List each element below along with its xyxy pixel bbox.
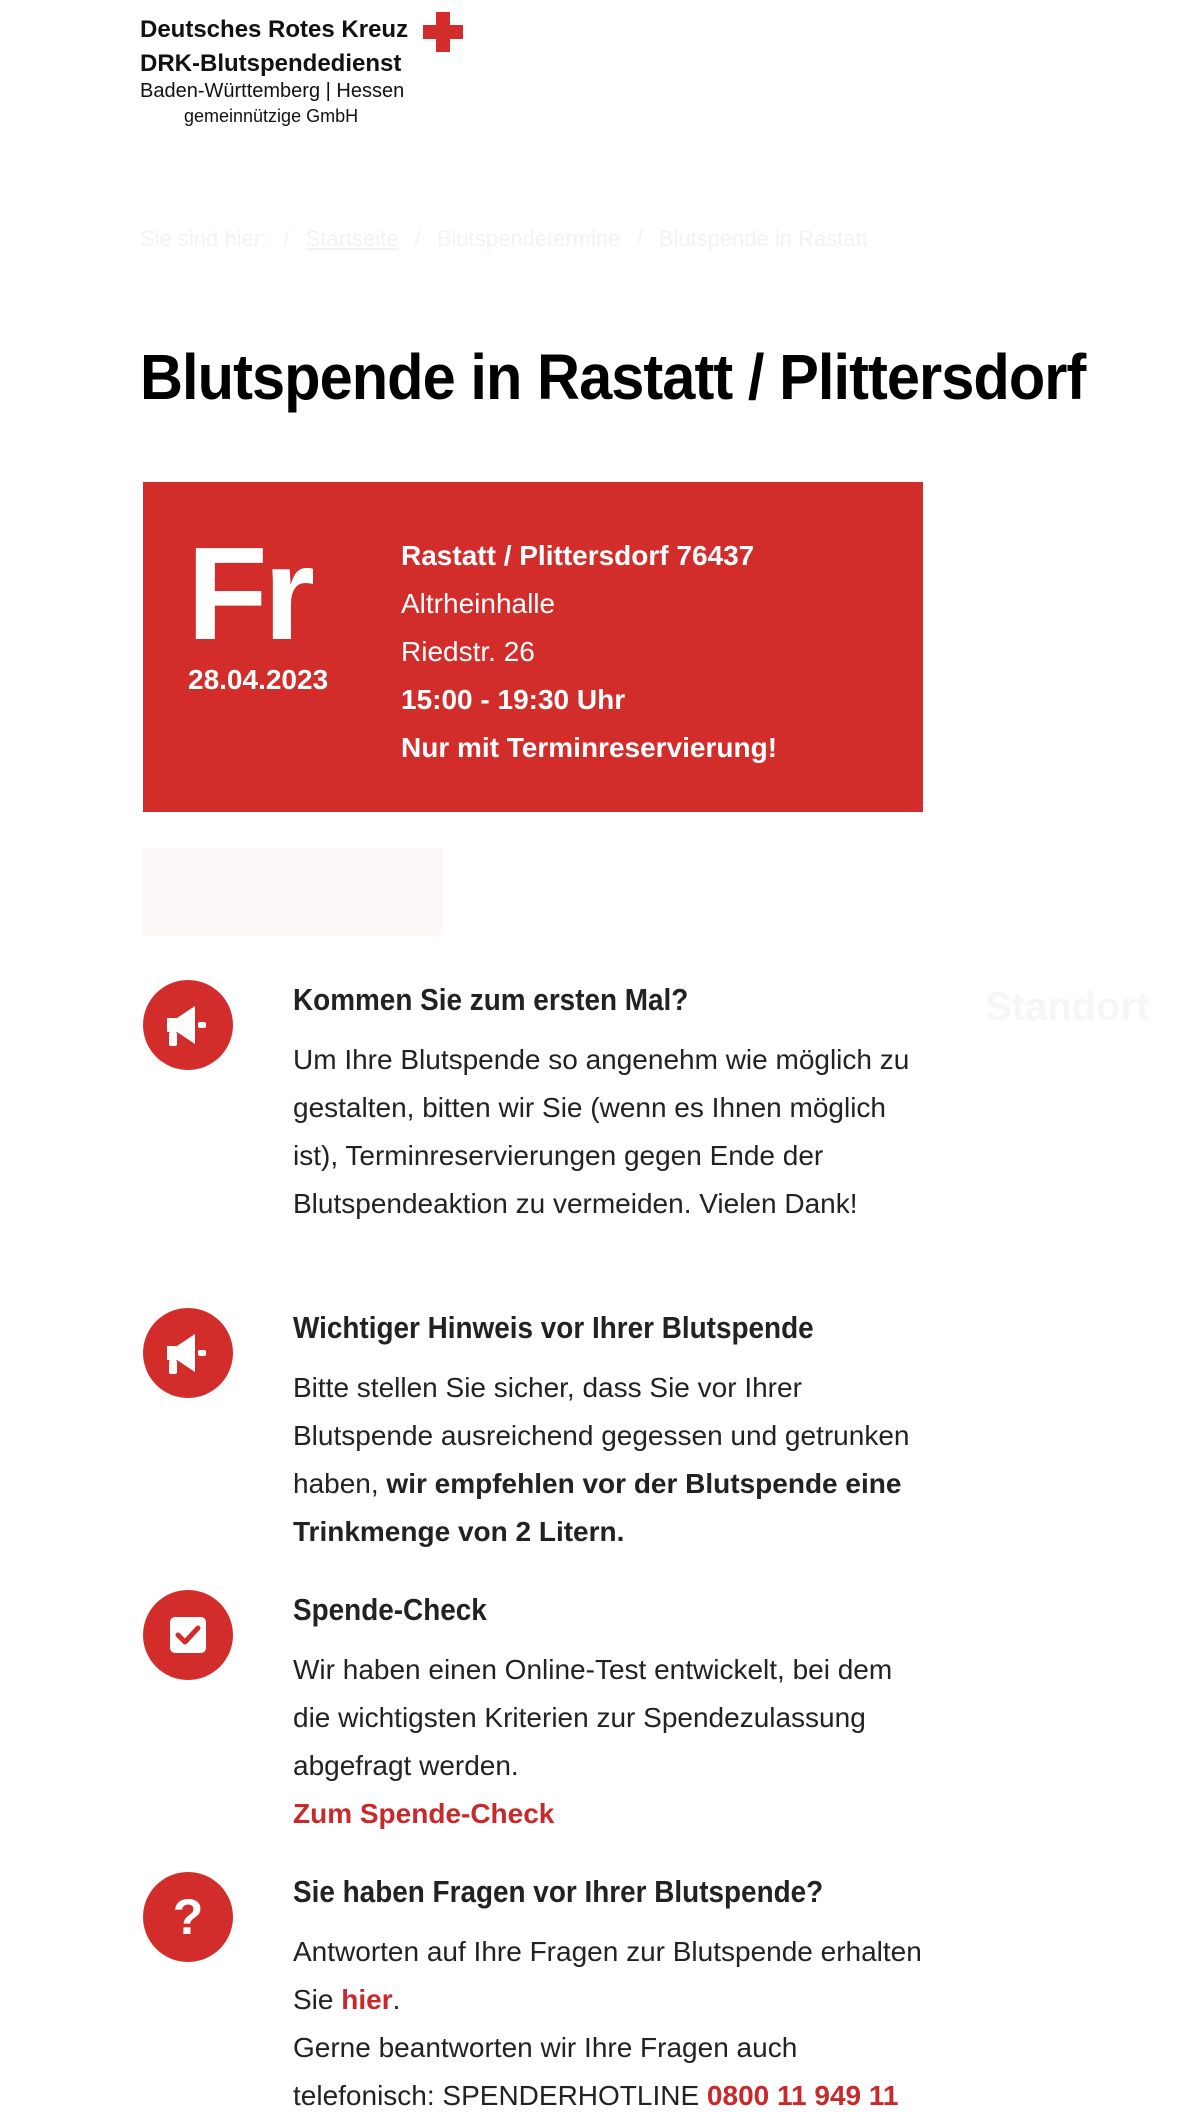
event-city: Rastatt / Plittersdorf 76437 xyxy=(401,540,755,571)
svg-text:?: ? xyxy=(172,1889,204,1945)
logo-service-name: DRK-Blutspendedienst xyxy=(140,50,402,77)
question-icon xyxy=(143,1872,233,1962)
faq-link[interactable]: hier xyxy=(341,1984,393,2015)
page-title: Blutspende in Rastatt / Plittersdorf xyxy=(140,341,1086,413)
checkbox-icon xyxy=(143,1590,233,1680)
red-cross-icon xyxy=(423,12,463,52)
event-details xyxy=(401,532,777,772)
section-body: Um Ihre Blutspende so angenehm wie möglich zu gestalten, bitten wir Sie (wenn es Ihnen möglich ist), Terminreservierungen gegen Ende der Blutspendeaktion zu vermeiden. Vielen Dank! xyxy=(293,1044,910,1219)
breadcrumb-item[interactable]: Blutspendetermine xyxy=(436,226,621,251)
section-body xyxy=(293,1646,933,1838)
breadcrumb-separator: / xyxy=(636,226,643,251)
hotline-phone-link[interactable]: 0800 11 949 11 xyxy=(706,2080,899,2111)
megaphone-icon xyxy=(143,980,233,1070)
section-heading: Sie haben Fragen vor Ihrer Blutspende? xyxy=(293,1874,824,1909)
section-heading: Spende-Check xyxy=(293,1592,487,1627)
breadcrumb-separator: / xyxy=(414,226,421,251)
event-card xyxy=(143,482,923,812)
section-heading: Kommen Sie zum ersten Mal? xyxy=(293,982,689,1017)
breadcrumb-prefix: Sie sind hier: xyxy=(140,226,268,251)
logo-org-name: Deutsches Rotes Kreuz xyxy=(140,16,409,43)
event-venue: Altrheinhalle xyxy=(401,588,556,619)
section-body xyxy=(293,1364,933,1556)
sidebar-faint-label: Standort xyxy=(985,985,1150,1029)
breadcrumb-home-link[interactable]: Startseite xyxy=(305,226,399,251)
section-body-text: Gerne beantworten wir Ihre Fragen auch telefonisch: SPENDERHOTLINE xyxy=(293,2032,798,2111)
section-body-text: Wir haben einen Online-Test entwickelt, bei dem die wichtigsten Kriterien zur Spendezulassung abgefragt werden. xyxy=(293,1654,893,1781)
event-street: Riedstr. 26 xyxy=(401,636,535,667)
section-body-text: Antworten auf Ihre Fragen zur Blutspende erhalten Sie xyxy=(293,1936,922,2015)
event-reservation-note: Nur mit Terminreservierung! xyxy=(401,732,778,763)
logo-legal-form: gemeinnützige GmbH xyxy=(184,106,359,126)
section-body xyxy=(293,1928,933,2120)
megaphone-icon xyxy=(143,1308,233,1398)
breadcrumb-separator: / xyxy=(283,226,290,251)
section-body-text: . xyxy=(392,1984,401,2015)
section-body-text: Bitte stellen Sie sicher, dass Sie vor Ihrer Blutspende ausreichend gegessen und getrunken haben, xyxy=(293,1372,910,1499)
spende-check-link[interactable]: Zum Spende-Check xyxy=(293,1798,555,1829)
logo-region: Baden-Württemberg | Hessen xyxy=(140,80,405,102)
breadcrumb xyxy=(140,226,878,252)
event-time: 15:00 - 19:30 Uhr xyxy=(401,684,626,715)
section-body-emphasis: wir empfehlen vor der Blutspende eine Trinkmenge von 2 Litern. xyxy=(293,1468,902,1547)
breadcrumb-current: Blutspende in Rastatt xyxy=(658,226,868,251)
drk-logo[interactable] xyxy=(140,12,480,132)
reservation-button-placeholder[interactable] xyxy=(143,848,443,936)
event-date: 28.04.2023 xyxy=(188,664,329,695)
event-weekday: Fr xyxy=(187,520,311,667)
section-heading: Wichtiger Hinweis vor Ihrer Blutspende xyxy=(293,1310,814,1345)
